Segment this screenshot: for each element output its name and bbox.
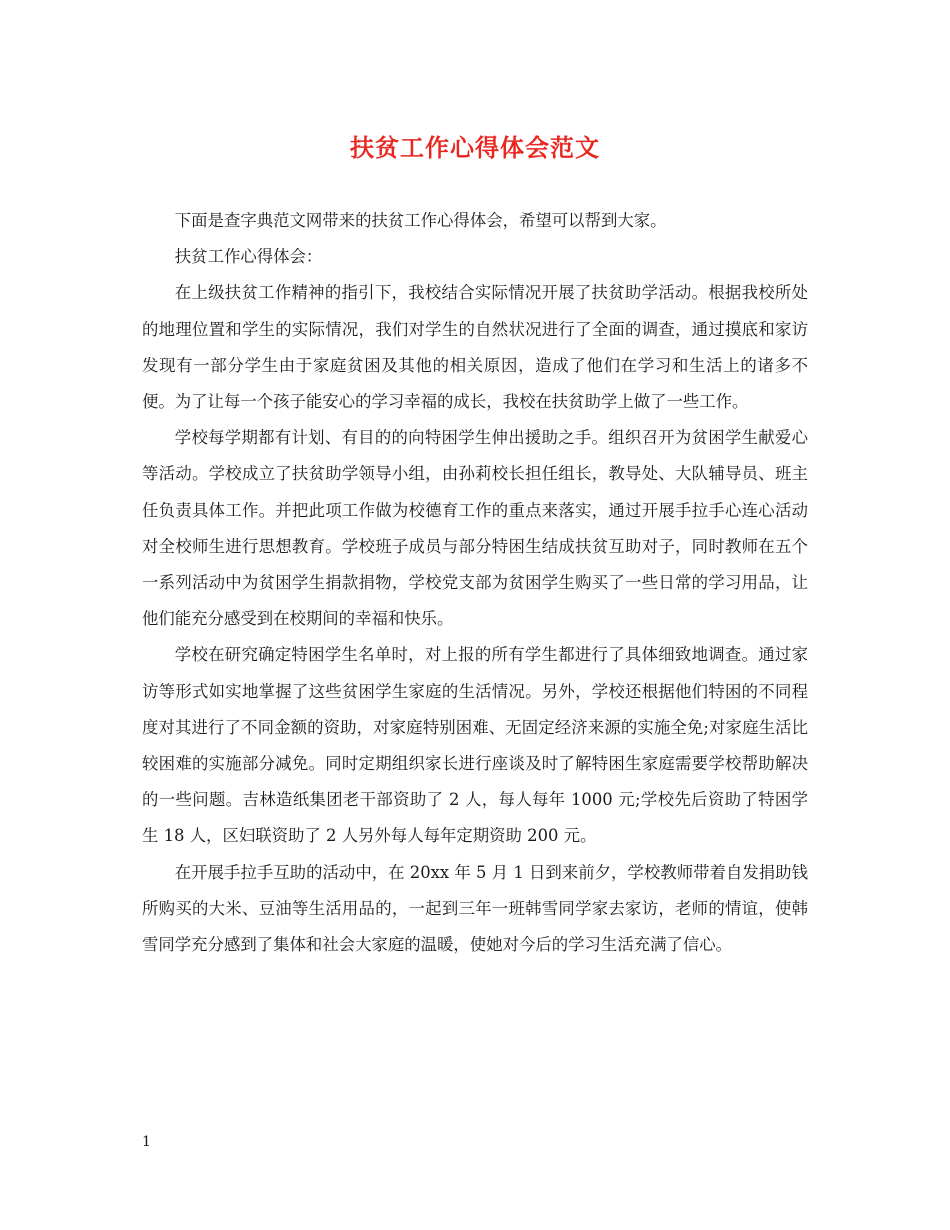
paragraph-heading: 扶贫工作心得体会： [174, 247, 323, 267]
paragraph-4: 在开展手拉手互助的活动中，在 20xx 年 5 月 1 日到来前夕，学校教师带着自发捐助钱所购买的大米、豆油等生活用品的，一起到三年一班韩雪同学家去家访，老师的情谊，使韩雪同学充分感到了集体和社会大家庭的温暖，使她对今后的学习生活充满了信心。 [142, 862, 808, 955]
document-body [142, 203, 808, 963]
page-number: 1 [142, 1134, 151, 1150]
paragraph-3: 学校在研究确定特困学生名单时，对上报的所有学生都进行了具体细致地调查。通过家访等形式如实地掌握了这些贫困学生家庭的生活情况。另外，学校还根据他们特困的不同程度对其进行了不同金额的资助，对家庭特别困难、无固定经济来源的实施全免;对家庭生活比较困难的实施部分减免。同时定期组织家长进行座谈及时了解特困生家庭需要学校帮助解决的一些问题。吉林造纸集团老干部资助了 2 人，每人每年 1000 元;学校先后资助了特困学生 18 人，区妇联资助了 2 人另外每人每年定期资助 200 元。 [142, 645, 808, 846]
paragraph-1: 在上级扶贫工作精神的指引下，我校结合实际情况开展了扶贫助学活动。根据我校所处的地理位置和学生的实际情况，我们对学生的自然状况进行了全面的调查，通过摸底和家访发现有一部分学生由于家庭贫困及其他的相关原因，造成了他们在学习和生活上的诸多不便。为了让每一个孩子能安心的学习幸福的成长，我校在扶贫助学上做了一些工作。 [142, 283, 808, 412]
paragraph-intro: 下面是查字典范文网带来的扶贫工作心得体会，希望可以帮到大家。 [174, 211, 667, 230]
paragraph-2: 学校每学期都有计划、有目的的向特困学生伸出援助之手。组织召开为贫困学生献爱心等活动。学校成立了扶贫助学领导小组，由孙莉校长担任组长，教导处、大队辅导员、班主任负责具体工作。并把此项工作做为校德育工作的重点来落实，通过开展手拉手心连心活动对全校师生进行思想教育。学校班子成员与部分特困生结成扶贫互助对子，同时教师在五个一系列活动中为贫困学生捐款捐物，学校党支部为贫困学生购买了一些日常的学习用品，让他们能充分感受到在校期间的幸福和快乐。 [142, 428, 808, 629]
document-title: 扶贫工作心得体会范文 [350, 133, 600, 162]
